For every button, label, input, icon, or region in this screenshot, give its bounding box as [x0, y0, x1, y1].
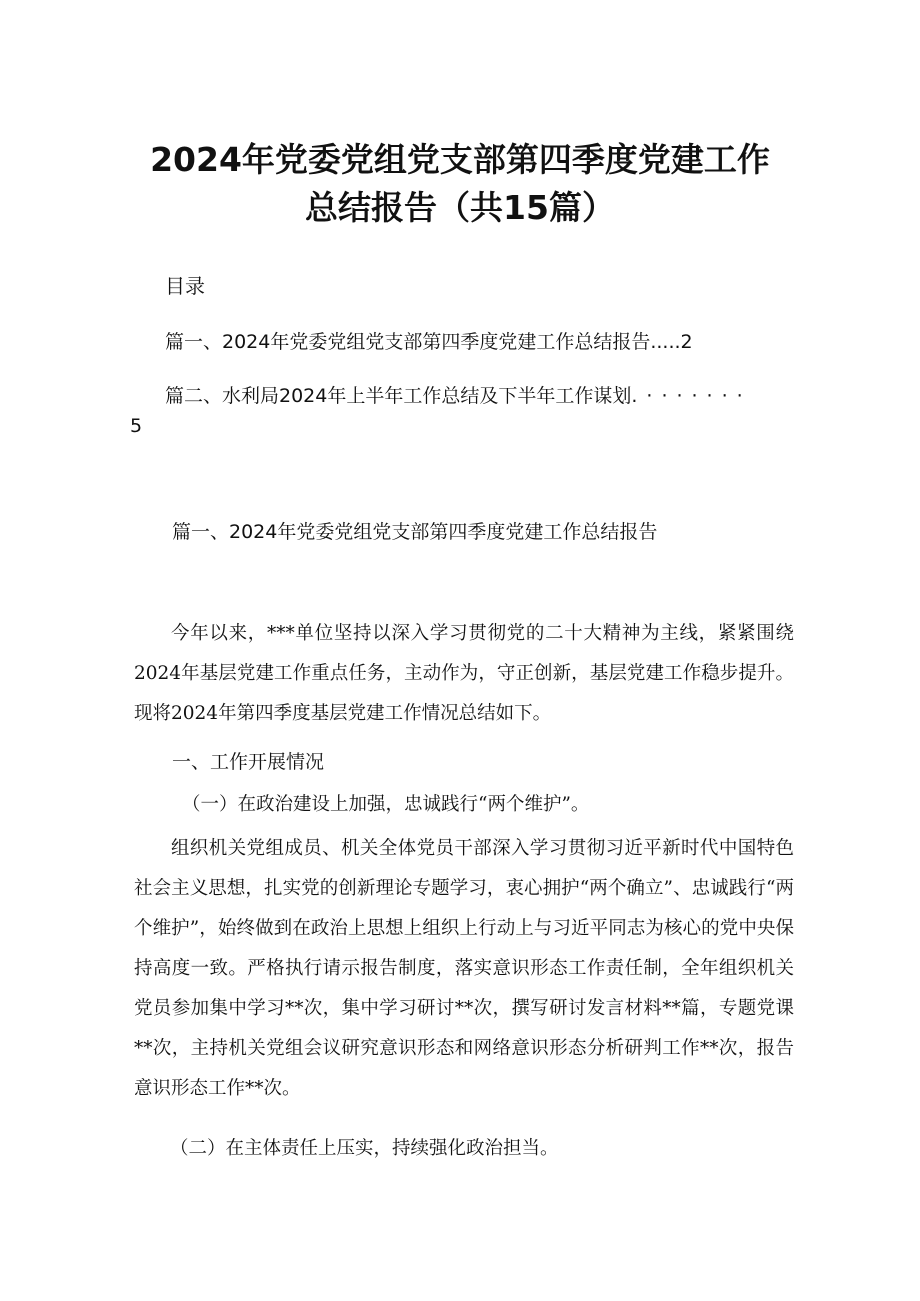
subheading-political-building: （一）在政治建设上加强，忠诚践行“两个维护”。 — [182, 794, 590, 815]
intro-paragraph: 今年以来，***单位坚持以深入学习贯彻党的二十大精神为主线，紧紧围绕2024年基层党建工作重点任务，主动作为，守正创新，基层党建工作稳步提升。现将2024年第四季度基层党建工作情况总结如下。 — [134, 623, 794, 724]
toc-item-2-page-number: 5 — [130, 415, 143, 437]
section-heading: 篇一、2024年党委党组党支部第四季度党建工作总结报告 — [172, 521, 658, 543]
subheading-main-responsibility: （二）在主体责任上压实，持续强化政治担当。 — [170, 1138, 559, 1159]
toc-heading: 目录 — [165, 274, 205, 298]
paragraph-political-building: 组织机关党组成员、机关全体党员干部深入学习贯彻习近平新时代中国特色社会主义思想，扎实党的创新理论专题学习，衷心拥护“两个确立”、忠诚践行“两个维护”，始终做到在政治上思想上组织上行动上与习近平同志为核心的党中央保持高度一致。严格执行请示报告制度，落实意识形态工作责任制，全年组织机关党员参加集中学习**次，集中学习研讨**次，撰写研讨发言材料**篇，专题党课**次，主持机关党组会议研究意识形态和网络意识形态分析研判工作**次，报告意识形态工作**次。 — [134, 838, 794, 1099]
document-title-line-2: 总结报告（共15篇） — [305, 188, 615, 227]
toc-item-1: 篇一、2024年党委党组党支部第四季度党建工作总结报告.....2 — [165, 331, 693, 353]
heading-work-progress: 一、工作开展情况 — [172, 751, 325, 773]
document-title-line-1: 2024年党委党组党支部第四季度党建工作 — [150, 140, 770, 179]
toc-item-2-text: 篇二、水利局2024年上半年工作总结及下半年工作谋划 — [165, 385, 632, 407]
toc-item-2 — [165, 381, 795, 411]
toc-item-2-leader-dots: .······· — [631, 385, 752, 407]
